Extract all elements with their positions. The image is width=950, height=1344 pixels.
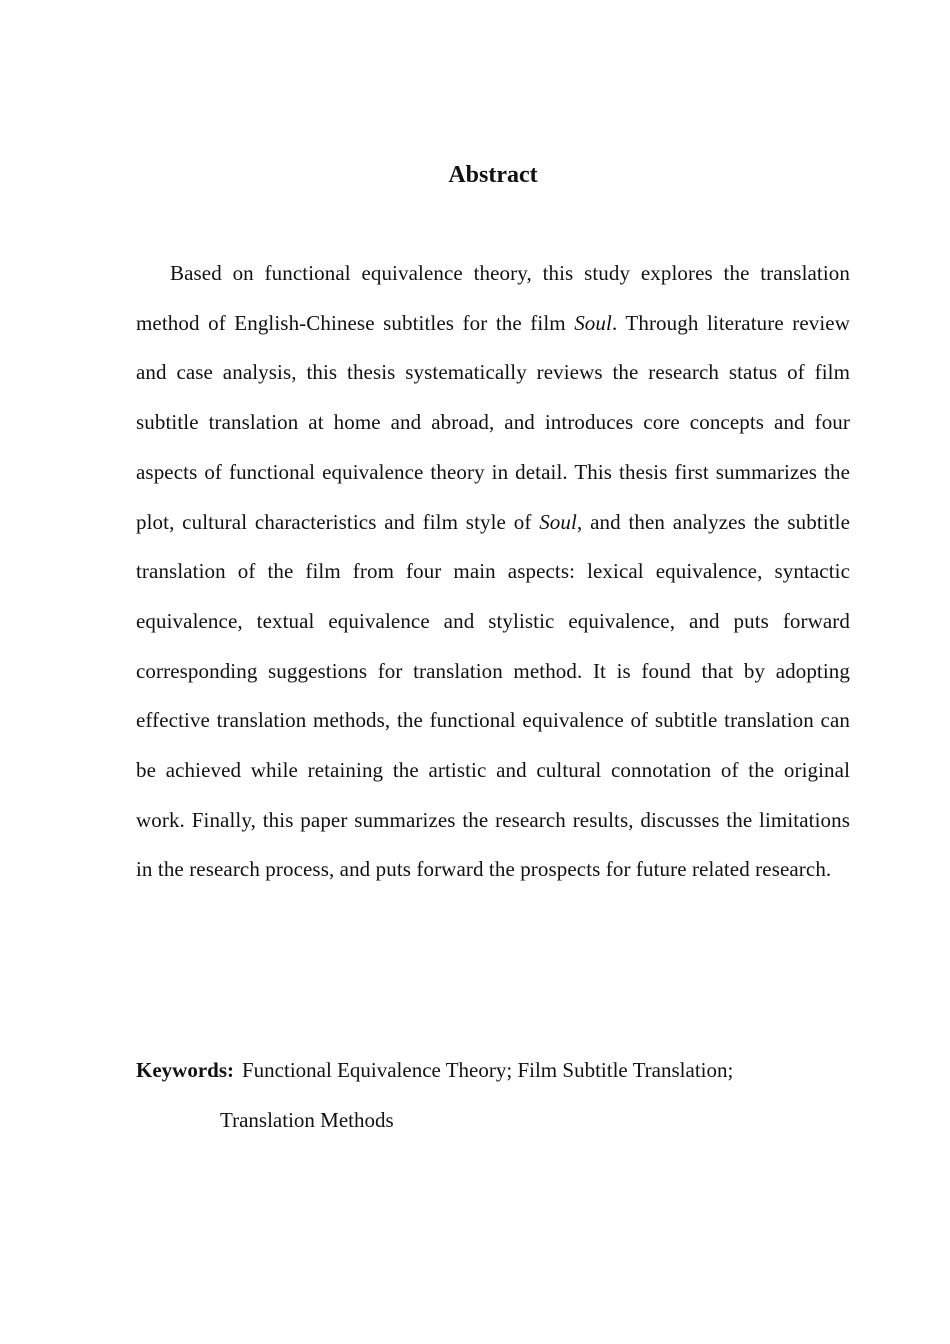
abstract-text-part-2: . Through literature review and case analysis, this thesis systematically reviews the research status of film subtitle translation at home and abroad, and introduces core concepts and four aspects of functional equivalence theory in detail. This thesis first summarizes the plot, cultural characteristics and film style of — [136, 310, 850, 534]
keywords-block — [136, 1046, 850, 1145]
abstract-text-part-3: , and then analyzes the subtitle translation of the film from four main aspects: lexical equivalence, syntactic equivalence, textual equivalence and stylistic equivalence, and puts forward corresponding suggestions for translation method. It is found that by adopting effective translation methods, the functional equivalence of subtitle translation can be achieved while retaining the artistic and cultural connotation of the original work. Finally, this paper summarizes the research results, discusses the limitations in the research process, and puts forward the prospects for future related research. — [136, 509, 850, 882]
film-title-italic-2: Soul — [539, 509, 577, 534]
keywords-list-line-1: Functional Equivalence Theory; Film Subtitle Translation; — [242, 1058, 734, 1082]
keywords-list-line-2: Translation Methods — [220, 1107, 394, 1132]
film-title-italic-1: Soul — [574, 310, 612, 335]
abstract-body — [136, 249, 850, 895]
keywords-line-1 — [136, 1046, 850, 1096]
keywords-label: Keywords: — [136, 1058, 234, 1082]
abstract-text-part-1: Based on functional equivalence theory, this study explores the translation method of English-Chinese subtitles for the film — [136, 261, 850, 335]
abstract-title: Abstract — [448, 162, 538, 188]
keywords-line-2 — [136, 1096, 850, 1146]
